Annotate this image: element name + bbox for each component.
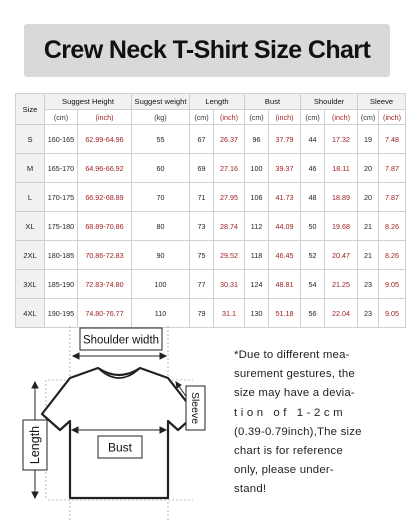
sleeve-label: Sleeve: [189, 391, 201, 425]
height-cm-cell: 185-190: [45, 270, 78, 299]
bust-cm-cell: 100: [245, 154, 269, 183]
header-suggest-weight: Suggest weight: [132, 94, 190, 110]
unit-row: [16, 110, 406, 125]
height-inch-cell: 68.89-70.86: [78, 212, 132, 241]
note-line: size may have a devia-: [234, 387, 355, 400]
length-label: Length: [28, 425, 42, 465]
height-cm-cell: 180-185: [45, 241, 78, 270]
sleeve-inch-cell: 9.05: [379, 299, 406, 328]
bust-inch-cell: 46.45: [269, 241, 301, 270]
shoulder-inch-cell: 19.68: [325, 212, 358, 241]
shoulder-inch-cell: 20.47: [325, 241, 358, 270]
length-inch-cell: 26.37: [214, 125, 245, 154]
length-inch-cell: 29.52: [214, 241, 245, 270]
height-cm-cell: 190-195: [45, 299, 78, 328]
shoulder-inch-cell: 21.25: [325, 270, 358, 299]
unit-height-cm: (cm): [45, 110, 78, 125]
header-bust: Bust: [245, 94, 301, 110]
shoulder-width-label: Shoulder width: [82, 334, 160, 347]
weight-cell: 90: [132, 241, 190, 270]
height-inch-cell: 64.96-66.92: [78, 154, 132, 183]
bust-cm-cell: 106: [245, 183, 269, 212]
shoulder-inch-cell: 18.11: [325, 154, 358, 183]
sleeve-cm-cell: 21: [358, 241, 379, 270]
shoulder-cm-cell: 52: [301, 241, 325, 270]
weight-cell: 100: [132, 270, 190, 299]
sleeve-inch-cell: 9.05: [379, 270, 406, 299]
sleeve-inch-cell: 8.26: [379, 241, 406, 270]
size-cell: M: [16, 154, 45, 183]
bust-cm-cell: 96: [245, 125, 269, 154]
sleeve-cm-cell: 20: [358, 183, 379, 212]
note-line: (0.39-0.79inch),The size: [234, 425, 362, 438]
length-inch-cell: 30.31: [214, 270, 245, 299]
note-line: only, please under-: [234, 464, 334, 477]
height-inch-cell: 66.92-68.89: [78, 183, 132, 212]
table-row: [16, 212, 406, 241]
note-line: t i o n o f 1 - 2 c m: [234, 406, 343, 419]
title-banner: [24, 24, 390, 77]
unit-length-cm: (cm): [190, 110, 214, 125]
shoulder-cm-cell: 44: [301, 125, 325, 154]
sleeve-cm-cell: 21: [358, 212, 379, 241]
length-inch-cell: 31.1: [214, 299, 245, 328]
height-cm-cell: 160-165: [45, 125, 78, 154]
size-cell: S: [16, 125, 45, 154]
bust-cm-cell: 112: [245, 212, 269, 241]
height-inch-cell: 74.80-76.77: [78, 299, 132, 328]
weight-cell: 80: [132, 212, 190, 241]
table-row: [16, 154, 406, 183]
sleeve-inch-cell: 7.87: [379, 154, 406, 183]
table-row: [16, 241, 406, 270]
length-cm-cell: 75: [190, 241, 214, 270]
height-inch-cell: 62.99-64.96: [78, 125, 132, 154]
size-cell: 3XL: [16, 270, 45, 299]
weight-cell: 60: [132, 154, 190, 183]
weight-cell: 70: [132, 183, 190, 212]
bust-cm-cell: 124: [245, 270, 269, 299]
header-size: Size: [16, 94, 45, 125]
bust-inch-cell: 44.09: [269, 212, 301, 241]
unit-shoulder-cm: (cm): [301, 110, 325, 125]
unit-length-inch: (inch): [214, 110, 245, 125]
length-cm-cell: 69: [190, 154, 214, 183]
note-line: stand!: [234, 483, 267, 496]
unit-sleeve-inch: (inch): [379, 110, 406, 125]
length-inch-cell: 27.95: [214, 183, 245, 212]
sleeve-cm-cell: 19: [358, 125, 379, 154]
length-inch-cell: 27.16: [214, 154, 245, 183]
bust-inch-cell: 39.37: [269, 154, 301, 183]
shoulder-inch-cell: 18.89: [325, 183, 358, 212]
unit-bust-inch: (inch): [269, 110, 301, 125]
shoulder-cm-cell: 54: [301, 270, 325, 299]
unit-weight-kg: (kg): [132, 110, 190, 125]
table-row: [16, 270, 406, 299]
height-cm-cell: 165-170: [45, 154, 78, 183]
sleeve-inch-cell: 8.26: [379, 212, 406, 241]
table-row: [16, 183, 406, 212]
height-inch-cell: 72.83-74.80: [78, 270, 132, 299]
header-length: Length: [190, 94, 245, 110]
sleeve-inch-cell: 7.48: [379, 125, 406, 154]
bust-inch-cell: 41.73: [269, 183, 301, 212]
shoulder-cm-cell: 56: [301, 299, 325, 328]
note-line: surement gestures, the: [234, 368, 355, 381]
sleeve-cm-cell: 23: [358, 299, 379, 328]
weight-cell: 110: [132, 299, 190, 328]
header-sleeve: Sleeve: [358, 94, 406, 110]
shoulder-inch-cell: 17.32: [325, 125, 358, 154]
shoulder-cm-cell: 48: [301, 183, 325, 212]
sleeve-inch-cell: 7.87: [379, 183, 406, 212]
bust-inch-cell: 48.81: [269, 270, 301, 299]
bust-cm-cell: 130: [245, 299, 269, 328]
sleeve-cm-cell: 20: [358, 154, 379, 183]
weight-cell: 55: [132, 125, 190, 154]
bust-label: Bust: [107, 440, 133, 455]
size-deviation-note: [234, 346, 384, 500]
bust-inch-cell: 37.79: [269, 125, 301, 154]
bust-inch-cell: 51.18: [269, 299, 301, 328]
table-row: [16, 125, 406, 154]
unit-height-inch: (inch): [78, 110, 132, 125]
unit-shoulder-inch: (inch): [325, 110, 358, 125]
size-cell: L: [16, 183, 45, 212]
size-cell: XL: [16, 212, 45, 241]
page-title: Crew Neck T-Shirt Size Chart: [43, 36, 371, 64]
header-row: [16, 94, 406, 110]
unit-sleeve-cm: (cm): [358, 110, 379, 125]
length-cm-cell: 77: [190, 270, 214, 299]
bust-cm-cell: 118: [245, 241, 269, 270]
height-inch-cell: 70.86-72.83: [78, 241, 132, 270]
tshirt-measure-diagram: [18, 318, 223, 525]
size-cell: 4XL: [16, 299, 45, 328]
unit-bust-cm: (cm): [245, 110, 269, 125]
length-cm-cell: 73: [190, 212, 214, 241]
shoulder-inch-cell: 22.04: [325, 299, 358, 328]
tshirt-icon: [42, 368, 196, 498]
sleeve-cm-cell: 23: [358, 270, 379, 299]
size-chart-table: [15, 93, 406, 328]
note-line: *Due to different mea-: [234, 349, 350, 361]
length-cm-cell: 71: [190, 183, 214, 212]
height-cm-cell: 175-180: [45, 212, 78, 241]
shoulder-cm-cell: 50: [301, 212, 325, 241]
shoulder-cm-cell: 46: [301, 154, 325, 183]
header-suggest-height: Suggest Height: [45, 94, 132, 110]
height-cm-cell: 170-175: [45, 183, 78, 212]
shoulder-arrow: [73, 353, 166, 359]
length-cm-cell: 67: [190, 125, 214, 154]
note-line: chart is for reference: [234, 445, 343, 458]
header-shoulder: Shoulder: [301, 94, 358, 110]
length-inch-cell: 28.74: [214, 212, 245, 241]
size-cell: 2XL: [16, 241, 45, 270]
length-cm-cell: 79: [190, 299, 214, 328]
